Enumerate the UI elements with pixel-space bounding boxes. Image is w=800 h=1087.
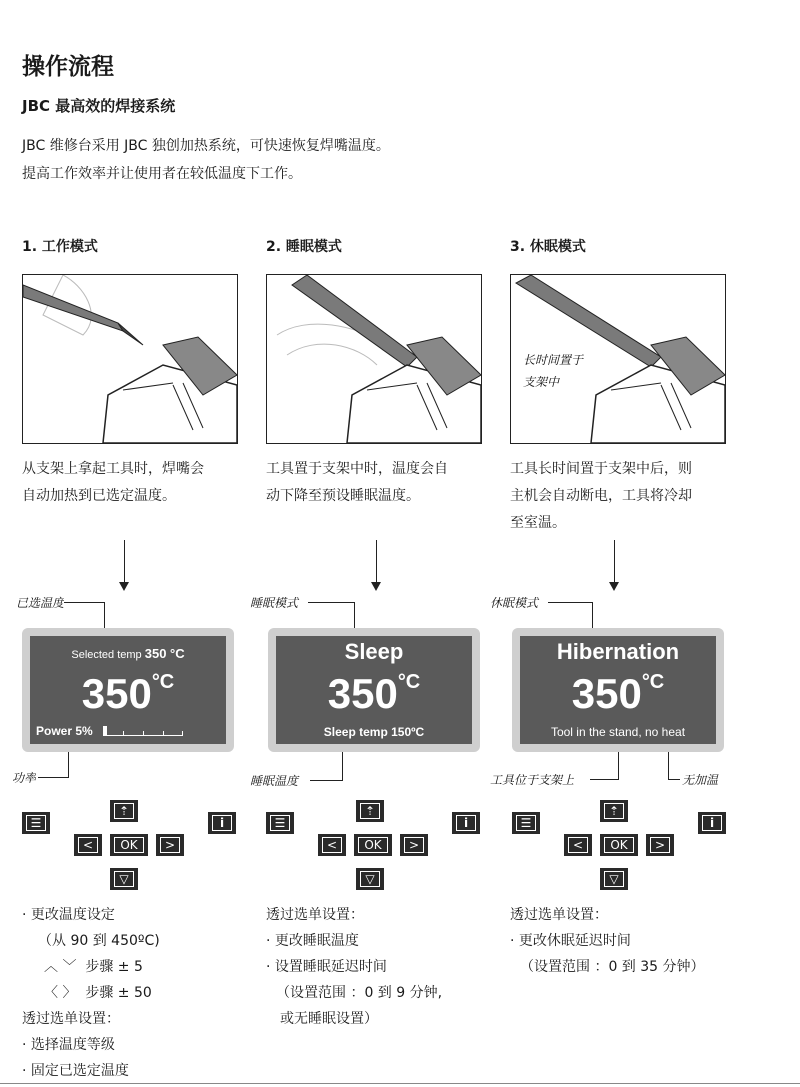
- annotation-selected-temp: 已选温度: [15, 596, 64, 610]
- menu-button[interactable]: ☰: [512, 812, 540, 834]
- photo-work-mode: [22, 274, 238, 444]
- up-button[interactable]: ⇡: [600, 800, 628, 822]
- right-button[interactable]: >: [400, 834, 428, 856]
- ok-button[interactable]: OK: [354, 834, 392, 856]
- display-sleep-mode: Sleep $350^{^\circ C}$ Sleep temp 150ºC: [268, 628, 480, 752]
- intro-line-1: JBC 维修台采用 JBC 独创加热系统，可快速恢复焊嘴温度。: [22, 138, 390, 154]
- down-button[interactable]: ▽: [110, 868, 138, 890]
- left-button[interactable]: <: [74, 834, 102, 856]
- flow-arrow-3: [614, 540, 615, 582]
- info-button[interactable]: i: [452, 812, 480, 834]
- menu-button[interactable]: ☰: [266, 812, 294, 834]
- right-button[interactable]: >: [156, 834, 184, 856]
- bottom-rule: [0, 1083, 800, 1084]
- flow-arrow-2: [376, 540, 377, 582]
- right-button[interactable]: >: [646, 834, 674, 856]
- menu-button[interactable]: ☰: [22, 812, 50, 834]
- notes-work-mode: · 更改温度设定 （从 90 到 450ºC) ︿ ﹀ 步骤 ± 5 〈 〉 步骤 ± 50 透过选单设置： · 选择温度等级 · 固定已选定温度: [22, 907, 160, 1079]
- info-button[interactable]: i: [698, 812, 726, 834]
- intro-line-2: 提高工作效率并让使用者在较低温度下工作。: [22, 166, 302, 182]
- photo-hibernation-mode: [510, 274, 726, 444]
- mode-heading-hibernation: 3. 休眠模式: [510, 239, 586, 255]
- notes-sleep-mode: 透过选单设置： · 更改睡眠温度 · 设置睡眠延迟时间 （设置范围 ：0 到 9 分钟, 或无睡眠设置）: [266, 907, 443, 1027]
- flow-arrow-head-2: [371, 582, 381, 591]
- flow-arrow-head-3: [609, 582, 619, 591]
- ok-button[interactable]: OK: [110, 834, 148, 856]
- annotation-no-heat: 无加温: [682, 773, 719, 787]
- up-button[interactable]: ⇡: [356, 800, 384, 822]
- mode-heading-work: 1. 工作模式: [22, 239, 98, 255]
- down-button[interactable]: ▽: [600, 868, 628, 890]
- display-temperature: $350^{^\circ C}$: [81, 670, 175, 717]
- power-indicator: Power 5%: [36, 724, 183, 738]
- annotation-power: 功率: [11, 771, 36, 785]
- flow-arrow-head-1: [119, 582, 129, 591]
- down-button[interactable]: ▽: [356, 868, 384, 890]
- page-title: 操作流程: [22, 54, 114, 80]
- display-hibernation-mode: Hibernation $350^{^\circ C}$ Tool in the stand, no heat: [512, 628, 724, 752]
- mode-heading-sleep: 2. 睡眠模式: [266, 239, 342, 255]
- annotation-sleep-temp: 睡眠温度: [250, 774, 299, 788]
- annotation-hibernation-mode: 休眠模式: [490, 596, 539, 610]
- mode-desc-hibernation: 工具长时间置于支架中后，则 主机会自动断电，工具将冷却 至室温。: [510, 461, 692, 531]
- photo-caption-hibernation: 长时间置于 支架中: [523, 353, 584, 389]
- up-button[interactable]: ⇡: [110, 800, 138, 822]
- mode-desc-sleep: 工具置于支架中时，温度会自 动下降至预设睡眠温度。: [266, 461, 448, 504]
- photo-sleep-mode: [266, 274, 482, 444]
- info-button[interactable]: i: [208, 812, 236, 834]
- power-bar: [103, 726, 183, 736]
- annotation-tool-in-stand: 工具位于支架上: [490, 773, 575, 787]
- annotation-sleep-mode: 睡眠模式: [250, 596, 299, 610]
- left-button[interactable]: <: [564, 834, 592, 856]
- notes-hibernation-mode: 透过选单设置： · 更改休眠延迟时间 （设置范围 ：0 到 35 分钟）: [510, 907, 705, 975]
- mode-desc-work: 从支架上拿起工具时，焊嘴会 自动加热到已选定温度。: [22, 461, 204, 504]
- display-work-mode: Selected temp 350 °C $350^{^\circ C}$ Power 5%: [22, 628, 234, 752]
- page-subtitle: JBC 最高效的焊接系统: [22, 97, 176, 115]
- flow-arrow-1: [124, 540, 125, 582]
- left-right-arrows-icon: 〈 〉: [44, 985, 77, 1001]
- up-down-arrows-icon: ︿ ﹀: [44, 959, 77, 975]
- ok-button[interactable]: OK: [600, 834, 638, 856]
- left-button[interactable]: <: [318, 834, 346, 856]
